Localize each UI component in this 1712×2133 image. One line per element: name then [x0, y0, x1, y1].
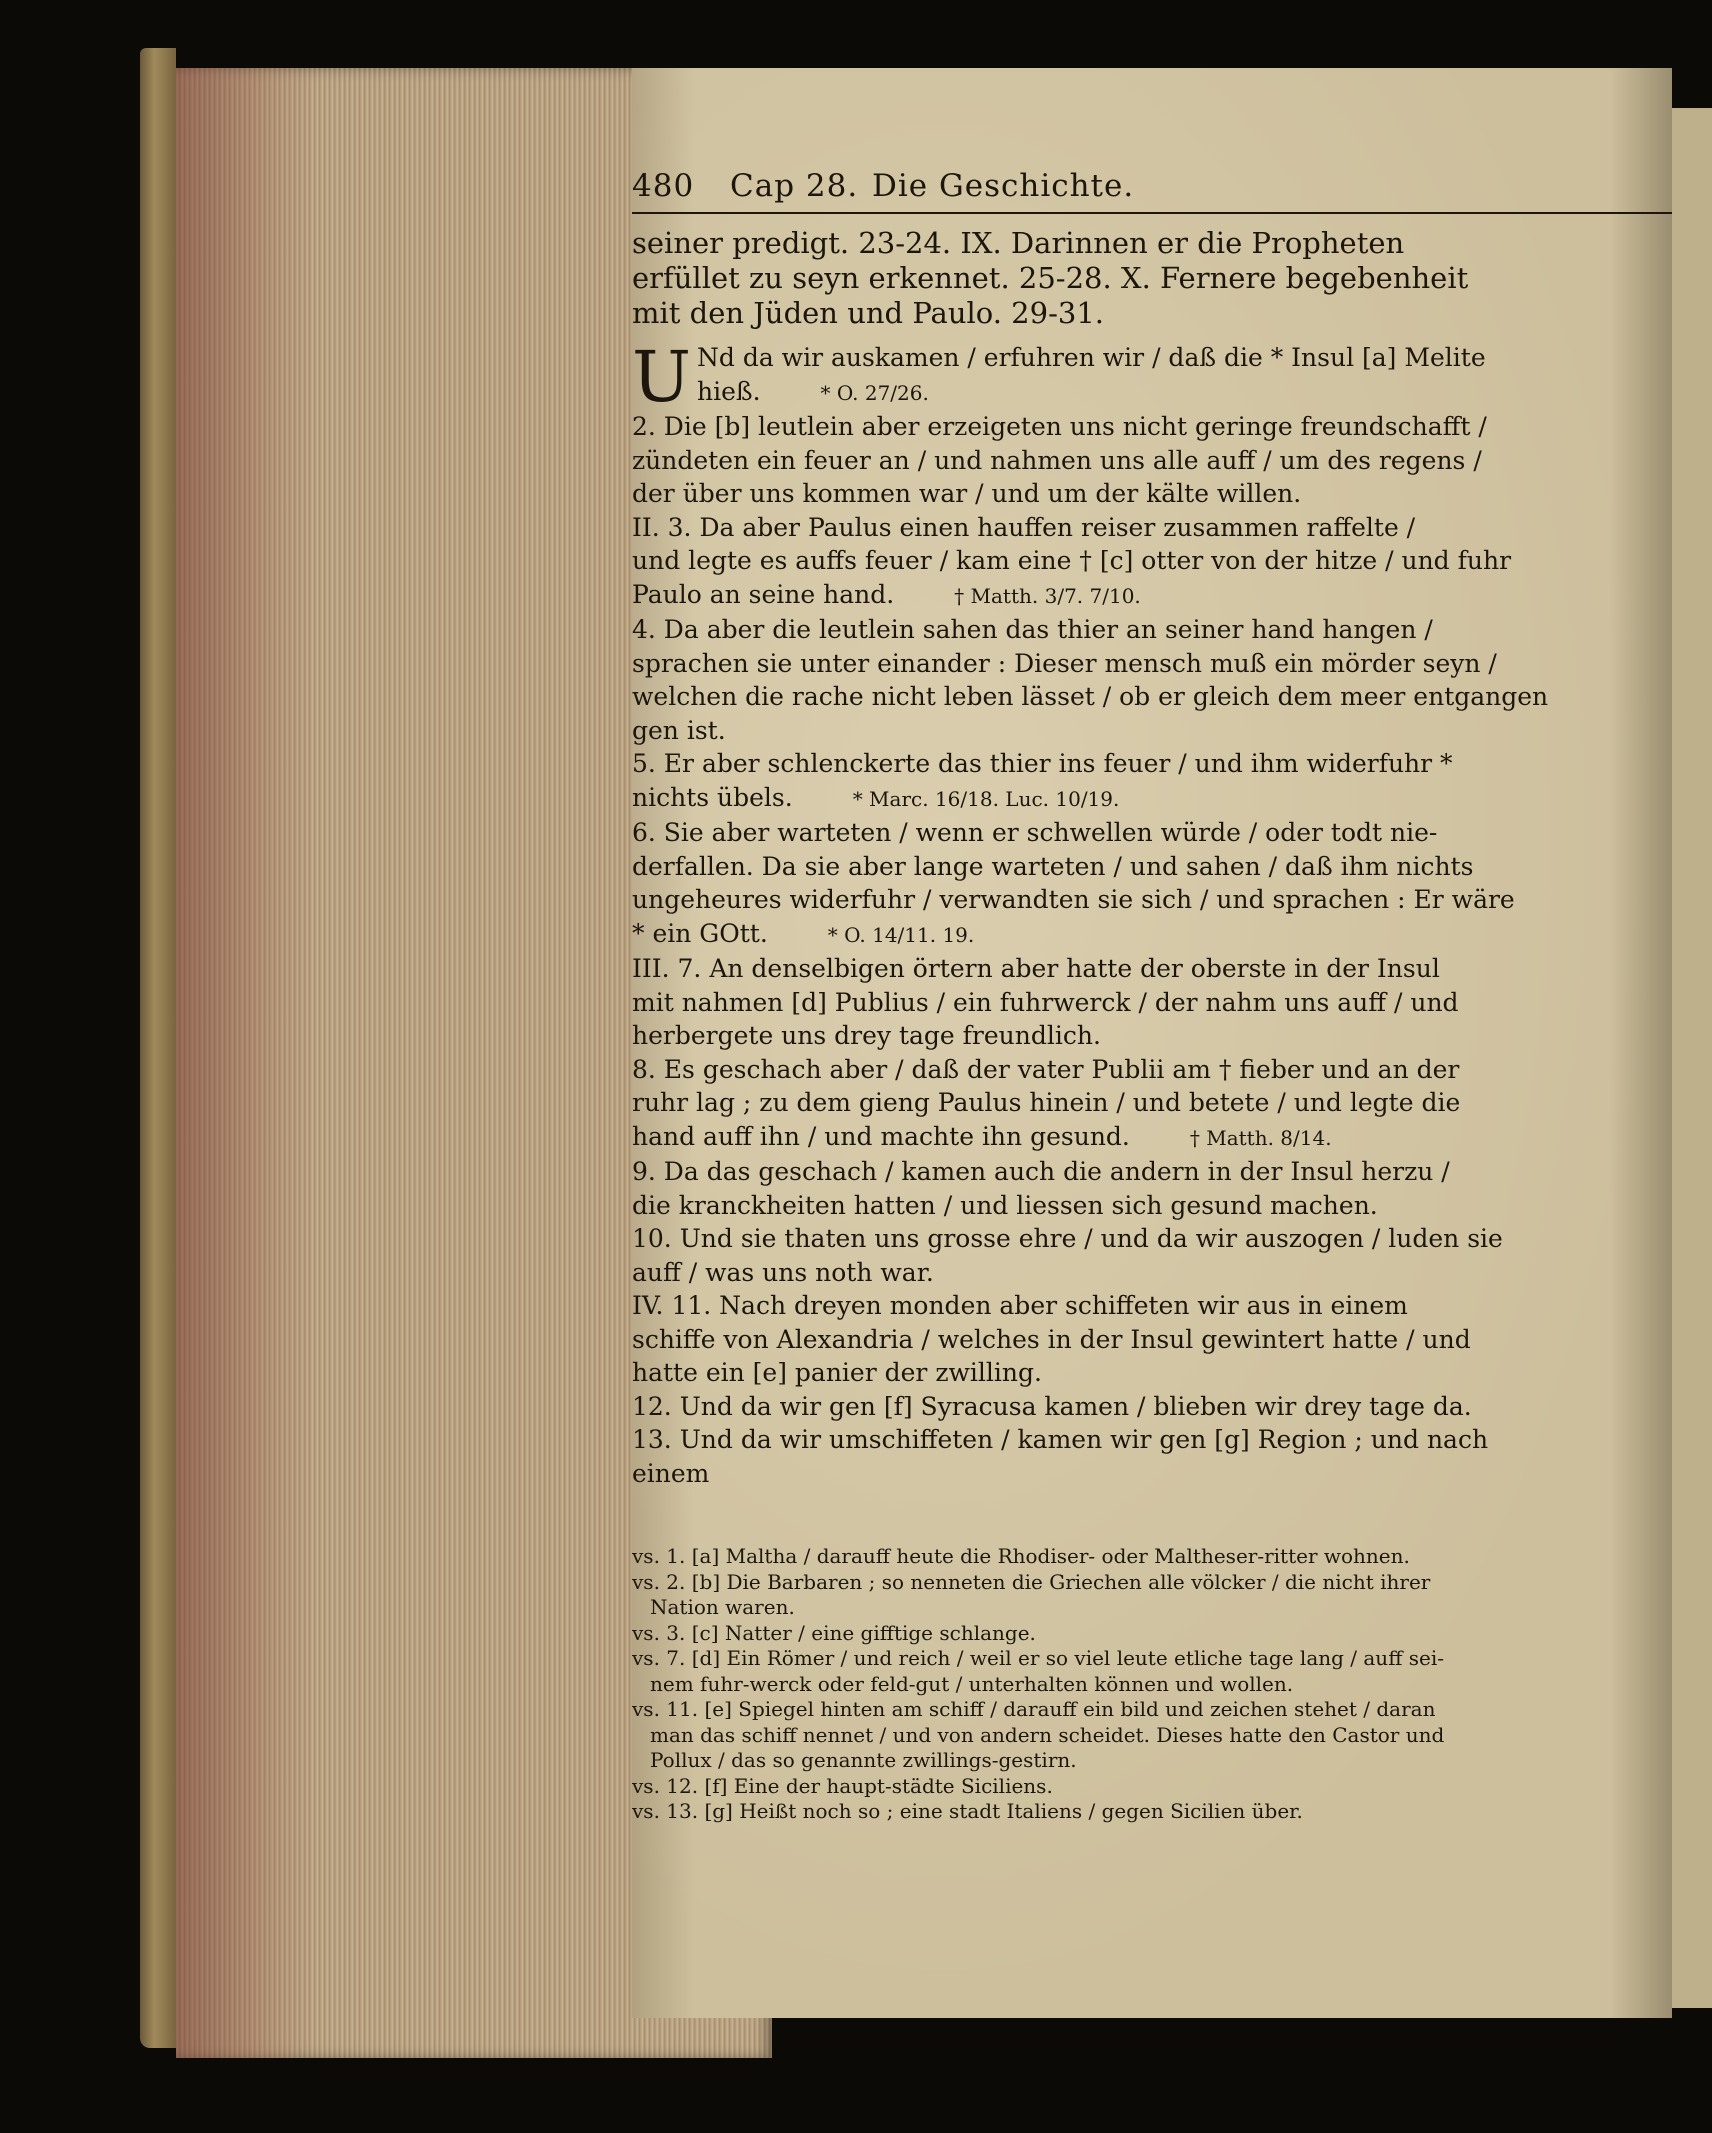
- cross-reference: * Marc. 16/18. Luc. 10/19.: [852, 786, 1120, 811]
- verse-line: [632, 1155, 1672, 1189]
- verse-text-run: hatte ein [e] panier der zwilling.: [632, 1358, 1042, 1387]
- verse-text-run: hand auff ihn / und machte ihn gesund.: [632, 1121, 1130, 1151]
- verse-text-run: 6. Sie aber warteten / wenn er schwellen würde / oder todt nie-: [632, 818, 1438, 847]
- verse-text-run: nichts übels.: [632, 782, 793, 812]
- verse-line: [632, 714, 1672, 748]
- verse-text-run: welchen die rache nicht leben lässet / ob er gleich dem meer entgangen: [632, 682, 1549, 711]
- verse-text-run: sprachen sie unter einander : Dieser mensch muß ein mörder seyn /: [632, 648, 1497, 678]
- cross-reference: † Matth. 3/7. 7/10.: [954, 583, 1141, 608]
- header-rule: [632, 212, 1672, 214]
- verse-line: [632, 1053, 1672, 1087]
- footnote-line: vs. 12. [f] Eine der haupt-städte Siciliens.: [632, 1773, 1053, 1798]
- verse-line: [632, 647, 1672, 681]
- verse-text-run: derfallen. Da sie aber lange warteten / und sahen / daß ihm nichts: [632, 851, 1474, 881]
- footnote-line: Pollux / das so genannte zwillings-gestirn.: [650, 1748, 1077, 1772]
- verse-text: [632, 336, 1672, 1490]
- drop-capital: U: [632, 336, 691, 418]
- verse-text-run: die kranckheiten hatten / und liessen sich gesund machen.: [632, 1190, 1378, 1220]
- verse-line: [632, 1457, 1672, 1491]
- verse-line: [632, 1390, 1672, 1424]
- running-head: [632, 168, 1672, 214]
- verse-line: [632, 613, 1672, 647]
- verse-line: [632, 1323, 1672, 1357]
- summary-line: mit den Jüden und Paulo. 29-31.: [632, 296, 1104, 330]
- page-number: 480: [632, 168, 695, 204]
- verse-text-run: 12. Und da wir gen [f] Syracusa kamen / blieben wir drey tage da.: [632, 1391, 1472, 1421]
- verse-line: [632, 1289, 1672, 1323]
- verse-line: [632, 986, 1672, 1020]
- verse-line: [632, 578, 1672, 614]
- cross-reference: † Matth. 8/14.: [1189, 1125, 1332, 1150]
- footnote-line: vs. 11. [e] Spiegel hinten am schiff / darauff ein bild und zeichen stehet / daran: [632, 1697, 1436, 1721]
- page-text: [632, 168, 1672, 1825]
- verse-line: [632, 1086, 1672, 1120]
- verse-text-run: gen ist.: [632, 715, 726, 745]
- verse-line: [632, 850, 1672, 884]
- verse-line: [632, 410, 1672, 444]
- cross-reference: * O. 14/11. 19.: [827, 922, 975, 947]
- verse-line: [632, 1356, 1672, 1390]
- verse-line: [697, 375, 1672, 411]
- book-cover-edge: [140, 48, 176, 2048]
- page-block-shadow: [176, 68, 316, 2058]
- verse-text-run: 5. Er aber schlenckerte das thier ins feuer / und ihm widerfuhr *: [632, 749, 1453, 778]
- verse-line: [632, 816, 1672, 850]
- footnote-line: vs. 2. [b] Die Barbaren ; so nenneten die Griechen alle völcker / die nicht ihrer: [632, 1569, 1431, 1594]
- chapter-summary: [632, 226, 1672, 331]
- verse-text-run: 8. Es geschach aber / daß der vater Publii am † fieber und an der: [632, 1054, 1460, 1084]
- verse-text-run: Paulo an seine hand.: [632, 579, 895, 609]
- verse-text-run: III. 7. An denselbigen örtern aber hatte der oberste in der Insul: [632, 954, 1440, 983]
- verse-text-run: 10. Und sie thaten uns grosse ehre / und da wir auszogen / luden sie: [632, 1224, 1503, 1253]
- verse-text-run: und legte es auffs feuer / kam eine † [c] otter von der hitze / und fuhr: [632, 546, 1512, 575]
- verse-text-run: 13. Und da wir umschiffeten / kamen wir gen [g] Region ; und nach: [632, 1425, 1489, 1454]
- footnote-line: vs. 1. [a] Maltha / darauff heute die Rhodiser- oder Maltheser-ritter wohnen.: [632, 1544, 1410, 1568]
- verse-line: [632, 1256, 1672, 1290]
- verse-text-run: ruhr lag ; zu dem gieng Paulus hinein / und betete / und legte die: [632, 1088, 1461, 1117]
- verse-text-run: 4. Da aber die leutlein sahen das thier an seiner hand hangen /: [632, 615, 1433, 644]
- verse-line: [632, 477, 1672, 511]
- verse-line: [632, 883, 1672, 917]
- footnote-line: vs. 3. [c] Natter / eine gifftige schlange.: [632, 1620, 1036, 1645]
- footnote-line: vs. 7. [d] Ein Römer / und reich / weil er so viel leute etliche tage lang / auff sei-: [632, 1646, 1445, 1670]
- verse-line: [632, 1222, 1672, 1256]
- footnote-line: vs. 13. [g] Heißt noch so ; eine stadt Italiens / gegen Sicilien über.: [632, 1799, 1303, 1823]
- verse-text-run: * ein GOtt.: [632, 918, 768, 948]
- verse-text-run: mit nahmen [d] Publius / ein fuhrwerck / der nahm uns auff / und: [632, 987, 1459, 1017]
- verse-text-run: einem: [632, 1458, 710, 1488]
- verse-text-run: auff / was uns noth war.: [632, 1257, 934, 1287]
- verse-text-run: schiffe von Alexandria / welches in der Insul gewintert hatte / und: [632, 1324, 1471, 1354]
- chapter-label: Cap 28.: [730, 168, 859, 204]
- verse-text-run: ungeheures widerfuhr / verwandten sie sich / und sprachen : Er wäre: [632, 885, 1515, 914]
- verse-text-run: 2. Die [b] leutlein aber erzeigeten uns nicht geringe freundschafft /: [632, 412, 1487, 441]
- verse-line: [632, 444, 1672, 478]
- verse-line: [632, 747, 1672, 781]
- verse-line: [632, 1120, 1672, 1156]
- verse-text-run: 9. Da das geschach / kamen auch die andern in der Insul herzu /: [632, 1157, 1450, 1186]
- verse-text-run: hieß.: [697, 376, 761, 406]
- facing-page-sliver: [1672, 108, 1712, 2008]
- book-title: Die Geschichte.: [872, 168, 1135, 204]
- verse-text-run: II. 3. Da aber Paulus einen hauffen reiser zusammen raffelte /: [632, 512, 1416, 542]
- summary-line: erfüllet zu seyn erkennet. 25-28. X. Fernere begebenheit: [632, 261, 1469, 295]
- verse-text-run: herbergete uns drey tage freundlich.: [632, 1021, 1101, 1050]
- cross-reference: * O. 27/26.: [820, 380, 929, 405]
- verse-line: [632, 680, 1672, 714]
- verse-text-run: IV. 11. Nach dreyen monden aber schiffeten wir aus in einem: [632, 1291, 1408, 1320]
- verse-line: [632, 1019, 1672, 1053]
- footnote-line: Nation waren.: [650, 1595, 795, 1619]
- footnote-line: man das schiff nennet / und von andern scheidet. Dieses hatte den Castor und: [650, 1722, 1445, 1747]
- verse-line: [632, 511, 1672, 545]
- verse-line: [632, 544, 1672, 578]
- verse-line: [632, 1423, 1672, 1457]
- verse-line: [632, 952, 1672, 986]
- footnotes: [632, 1544, 1672, 1825]
- footnote-line: nem fuhr-werck oder feld-gut / unterhalten können und wollen.: [650, 1671, 1294, 1696]
- verse-line: [632, 917, 1672, 953]
- verse-text-run: der über uns kommen war / und um der kälte willen.: [632, 479, 1302, 508]
- verse-text-run: zündeten ein feuer an / und nahmen uns alle auff / um des regens /: [632, 445, 1482, 475]
- verse-text-run: Nd da wir auskamen / erfuhren wir / daß die * Insul [a] Melite: [697, 343, 1486, 372]
- summary-line: seiner predigt. 23-24. IX. Darinnen er die Propheten: [632, 226, 1405, 260]
- verse-line: [632, 1189, 1672, 1223]
- verse-line: [632, 781, 1672, 817]
